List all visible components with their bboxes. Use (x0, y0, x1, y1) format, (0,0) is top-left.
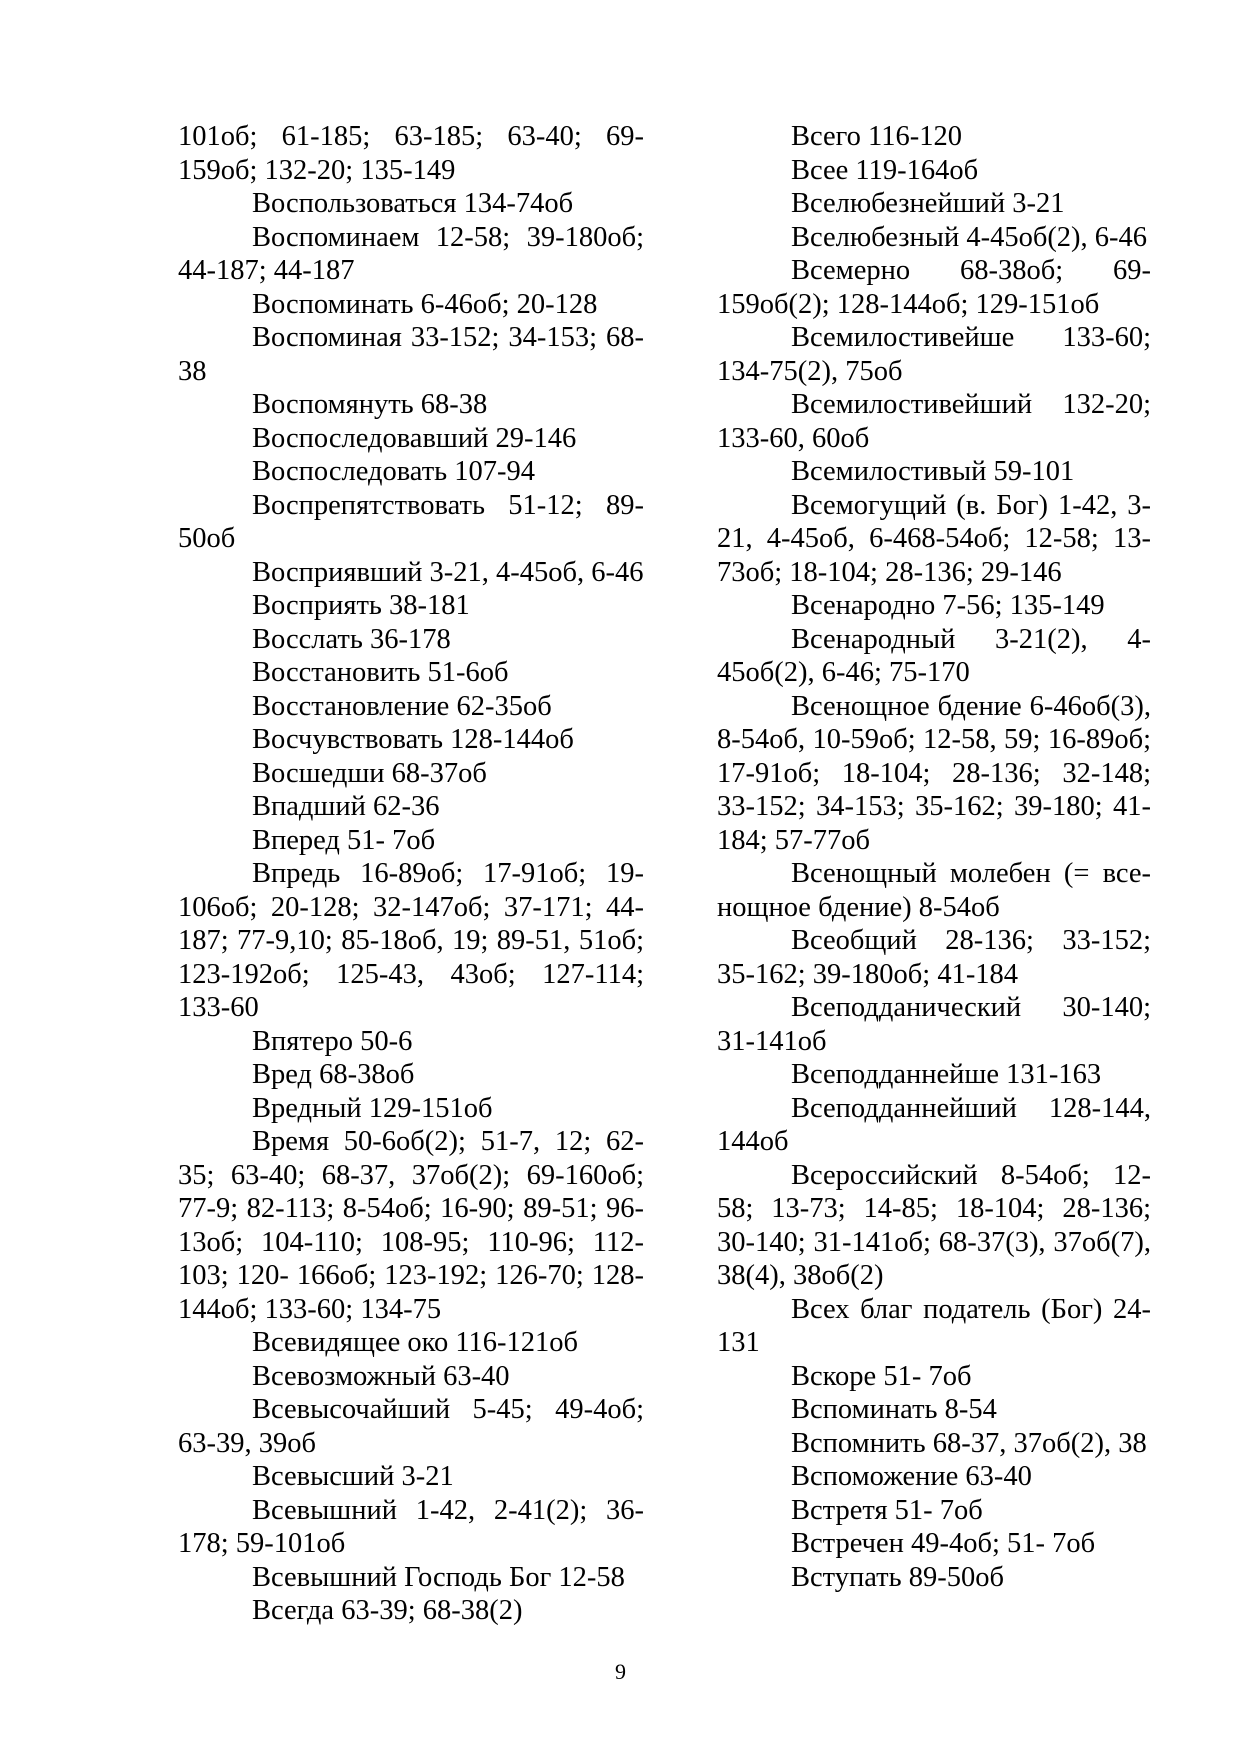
index-entry: Вспоможение 63-40 (791, 1461, 1032, 1492)
index-entry: Всеподданнейше 131-163 (791, 1059, 1102, 1090)
index-entry: Восстановить 51-6об (252, 657, 509, 688)
index-entry: Всемогущий (в. Бог) 1-42, 3-21, 4-45об, 6-468-54об; 12-58; 13-73об; 18-104; 28-136; 29-146 (717, 489, 1151, 588)
index-entry: Вскоре 51- 7об (791, 1360, 972, 1392)
index-entry: Всеподданический 30-140; 31-141об (717, 992, 1151, 1057)
index-entry: Вредный 129-151об (252, 1092, 493, 1124)
index-entry: Воспоследовавший 29-146 (252, 422, 577, 454)
index-entry: Воспрепятствовать 51-12; 89-50об (178, 489, 644, 554)
index-entry: Всемилостивейший 132-20; 133-60, 60об (717, 389, 1151, 454)
page-number: 9 (615, 1659, 626, 1684)
index-entry: Всемилостивейше 133-60; 134-75(2), 75об (717, 322, 1151, 387)
index-entry: Время 50-6об(2); 51-7, 12; 62-35; 63-40; 68-37, 37об(2); 69-160об; 77-9; 82-113; 8-54об; 16-90; 89-51; 96-13об; 104-110; 108-95; 110-96; 112-103; 120- 166об; 123-192; 126-70; 128-144об; 133-60; 134-75 (178, 1126, 644, 1325)
index-entry: Вред 68-38об (252, 1059, 415, 1090)
index-entry: Всенощный молебен (= все-нощное бдение) 8-54об (717, 858, 1151, 923)
index-entry: Всенародный 3-21(2), 4-45об(2), 6-46; 75-170 (717, 623, 1151, 688)
index-entry: Восшедши 68-37об (252, 757, 487, 789)
index-entry: Вспомнить 68-37, 37об(2), 38 (791, 1427, 1147, 1459)
index-entry: Всевидящее око 116-121об (252, 1327, 579, 1358)
index-entry-continuation: 101об; 61-185; 63-185; 63-40; 69-159об; 132-20; 135-149 (178, 121, 644, 186)
index-entry: Встретя 51- 7об (791, 1494, 983, 1526)
index-entry: Впредь 16-89об; 17-91об; 19-106об; 20-128; 32-147об; 37-171; 44-187; 77-9,10; 85-18об, 19; 89-51, 51об; 123-192об; 125-43, 43об; 127-114; 133-60 (178, 858, 644, 1023)
index-entry: Всего 116-120 (791, 121, 962, 152)
index-entry: Воспоследовать 107-94 (252, 456, 536, 487)
index-entry: Вступать 89-50об (791, 1561, 1004, 1593)
index-entry: Всее 119-164об (791, 154, 979, 186)
index-entry: Всемерно 68-38об; 69-159об(2); 128-144об; 129-151об (717, 255, 1151, 320)
index-entry: Восприять 38-181 (252, 590, 470, 621)
index-entry: Воспомянуть 68-38 (252, 389, 488, 420)
index-entry: Всевозможный 63-40 (252, 1360, 510, 1392)
index-column-right (717, 120, 1151, 1594)
index-entry: Всех благ податель (Бог) 24-131 (717, 1293, 1151, 1358)
index-entry: Воспоминать 6-46об; 20-128 (252, 288, 598, 320)
index-entry: Всенародно 7-56; 135-149 (791, 590, 1105, 621)
index-entry: Восслать 36-178 (252, 623, 451, 655)
index-entry: Всевысший 3-21 (252, 1461, 454, 1492)
index-entry: Всемилостивый 59-101 (791, 456, 1075, 487)
index-entry: Воспользоваться 134-74об (252, 188, 574, 219)
index-entry: Всевысочайший 5-45; 49-4об; 63-39, 39об (178, 1394, 644, 1459)
index-entry: Всенощное бдение 6-46об(3), 8-54об, 10-59об; 12-58, 59; 16-89об; 17-91об; 18-104; 28-136; 32-148; 33-152; 34-153; 35-162; 39-180; 41-184; 57-77об (717, 690, 1151, 856)
index-entry: Вселюбезнейший 3-21 (791, 188, 1065, 219)
index-entry: Впятеро 50-6 (252, 1025, 413, 1057)
index-entry: Всеподданнейший 128-144, 144об (717, 1092, 1151, 1157)
index-column-left (178, 120, 644, 1628)
index-entry: Воспоминая 33-152; 34-153; 68-38 (178, 322, 644, 387)
index-entry: Восприявший 3-21, 4-45об, 6-46 (252, 556, 644, 588)
index-entry: Восчувствовать 128-144об (252, 724, 574, 755)
index-entry: Всероссийский 8-54об; 12-58; 13-73; 14-85; 18-104; 28-136; 30-140; 31-141об; 68-37(3), 37об(7), 38(4), 38об(2) (717, 1159, 1151, 1291)
index-entry: Вперед 51- 7об (252, 824, 436, 856)
index-entry: Встречен 49-4об; 51- 7об (791, 1528, 1096, 1559)
index-entry: Вселюбезный 4-45об(2), 6-46 (791, 221, 1148, 253)
index-entry: Всевышний Господь Бог 12-58 (252, 1561, 625, 1593)
index-entry: Вспоминать 8-54 (791, 1394, 997, 1425)
index-entry: Всегда 63-39; 68-38(2) (252, 1595, 523, 1626)
index-entry: Восстановление 62-35об (252, 690, 552, 722)
index-entry: Воспоминаем 12-58; 39-180об; 44-187; 44-187 (178, 221, 644, 286)
index-entry: Всевышний 1-42, 2-41(2); 36-178; 59-101об (178, 1494, 644, 1559)
index-entry: Впадший 62-36 (252, 791, 440, 822)
index-entry: Всеобщий 28-136; 33-152; 35-162; 39-180об; 41-184 (717, 925, 1151, 990)
